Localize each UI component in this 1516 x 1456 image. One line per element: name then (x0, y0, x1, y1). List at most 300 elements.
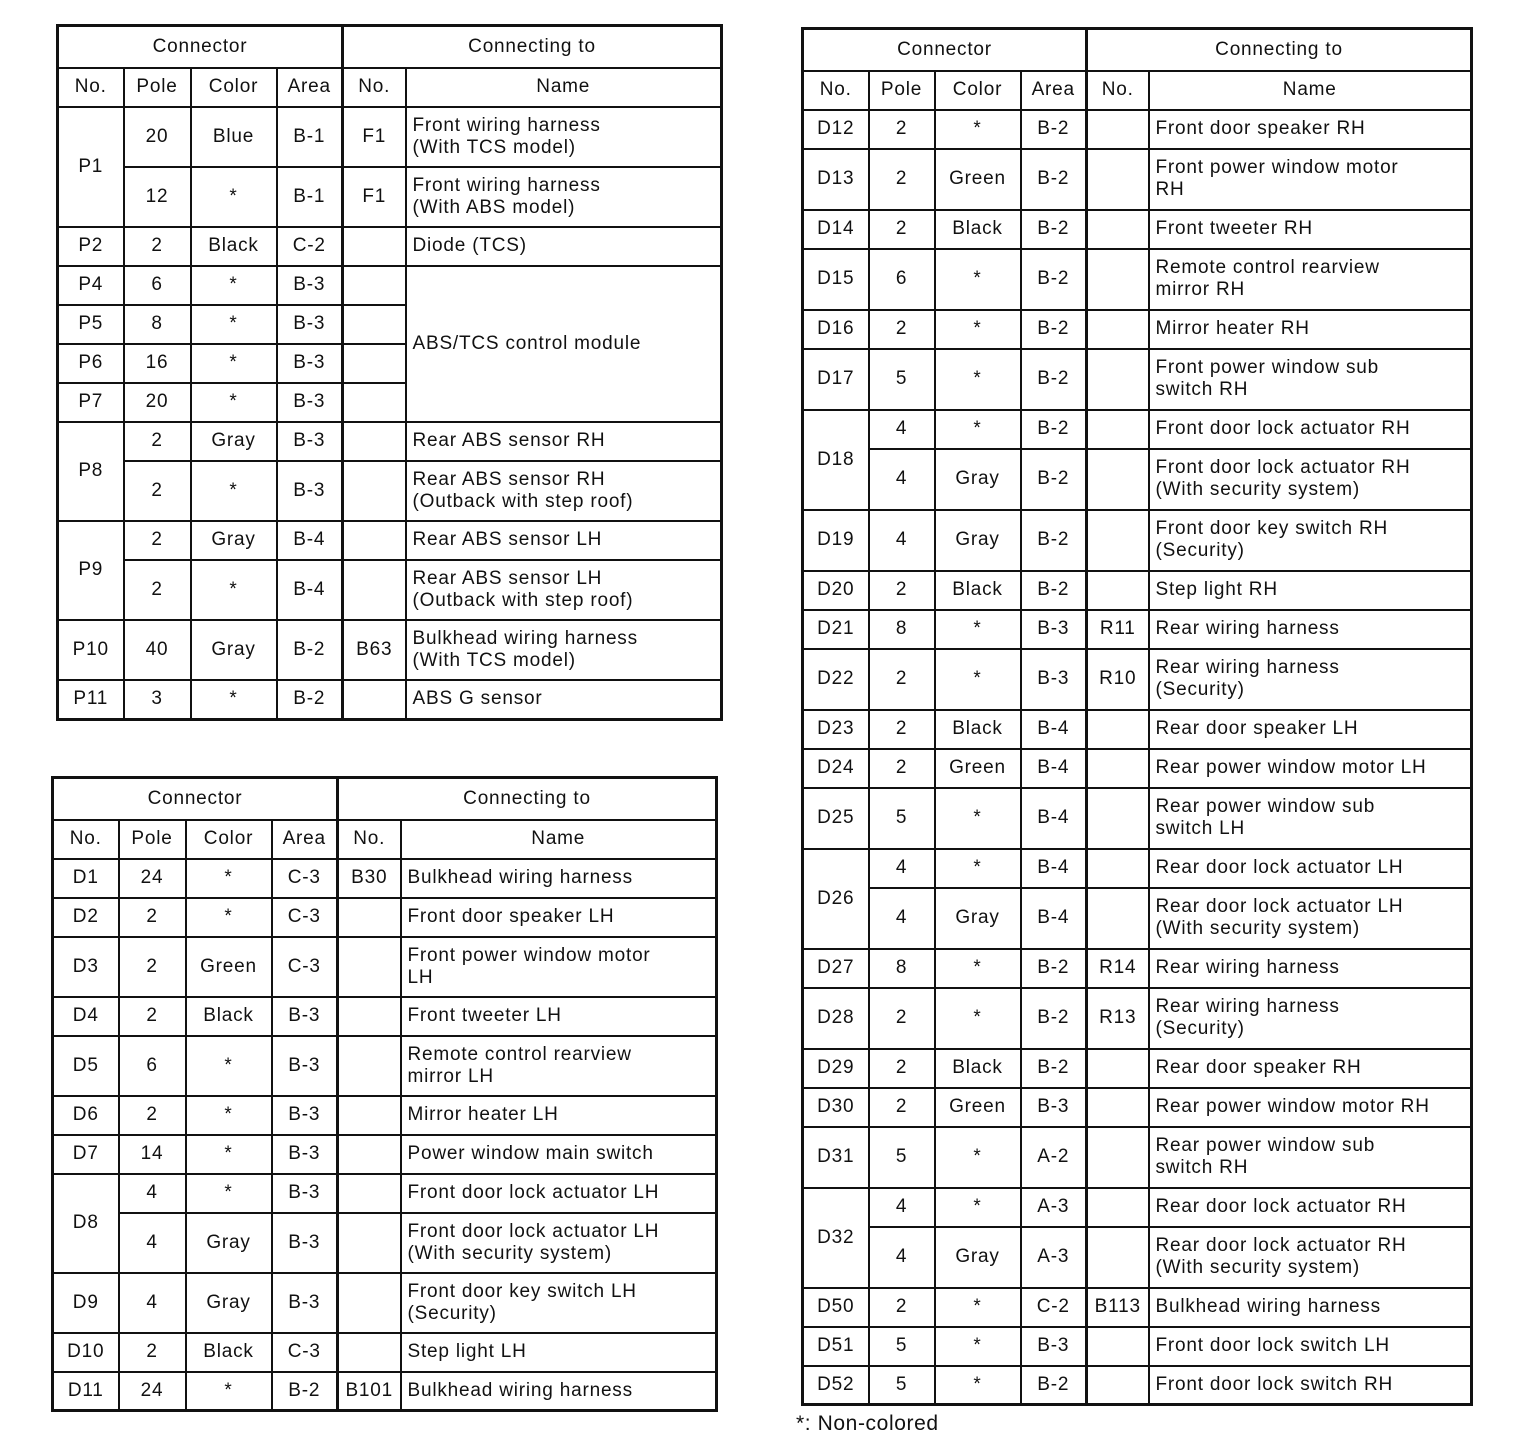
table-row (53, 937, 717, 997)
pole-cell: 2 (869, 110, 935, 149)
connecting-name-cell: Step light RH (1149, 571, 1472, 610)
connecting-no-cell (338, 1036, 401, 1096)
table-row (803, 749, 1472, 788)
area-cell: C-3 (272, 859, 338, 898)
connecting-name-cell: Bulkhead wiring harness (401, 859, 717, 898)
pole-cell: 8 (869, 610, 935, 649)
color-cell: Black (186, 1333, 272, 1372)
connector-no-cell: D21 (803, 610, 869, 649)
color-cell: Black (935, 710, 1021, 749)
pole-cell: 4 (869, 1188, 935, 1227)
table-row (803, 888, 1472, 949)
table-row (803, 510, 1472, 571)
connecting-name-cell: Front door lock actuator LH (With security system) (401, 1213, 717, 1273)
area-cell: A-2 (1021, 1127, 1087, 1188)
name-header: Name (1149, 71, 1472, 110)
table-row (803, 449, 1472, 510)
connecting-name-cell: ABS/TCS control module (406, 266, 722, 422)
table-row (58, 680, 722, 720)
pole-cell: 4 (869, 1227, 935, 1288)
color-cell: Black (935, 1049, 1021, 1088)
to-no-header: No. (343, 68, 406, 107)
connecting-no-cell (343, 383, 406, 422)
connector-no-cell: D50 (803, 1288, 869, 1327)
color-header: Color (186, 820, 272, 859)
connector-header: Connector (803, 29, 1087, 71)
connecting-name-cell: Front tweeter RH (1149, 210, 1472, 249)
area-cell: B-3 (1021, 649, 1087, 710)
connector-no-cell: D16 (803, 310, 869, 349)
no-header: No. (803, 71, 869, 110)
table-row (53, 1135, 717, 1174)
pole-cell: 16 (124, 344, 191, 383)
area-cell: B-2 (1021, 571, 1087, 610)
pole-cell: 8 (124, 305, 191, 344)
table-row (53, 1036, 717, 1096)
area-cell: B-4 (1021, 749, 1087, 788)
color-cell: * (935, 1327, 1021, 1366)
color-cell: * (186, 1135, 272, 1174)
table-row (803, 710, 1472, 749)
connecting-no-cell (1087, 1188, 1149, 1227)
table-row (58, 461, 722, 521)
connecting-no-cell (1087, 310, 1149, 349)
color-cell: * (935, 249, 1021, 310)
area-cell: B-2 (1021, 310, 1087, 349)
pole-cell: 2 (869, 149, 935, 210)
connecting-name-cell: Front door key switch RH (Security) (1149, 510, 1472, 571)
connector-no-cell: D28 (803, 988, 869, 1049)
connector-no-cell: D22 (803, 649, 869, 710)
name-header: Name (406, 68, 722, 107)
color-cell: Black (186, 997, 272, 1036)
pole-cell: 2 (869, 310, 935, 349)
connector-no-cell: D52 (803, 1366, 869, 1405)
connecting-to-header: Connecting to (338, 778, 717, 820)
area-cell: A-3 (1021, 1227, 1087, 1288)
connecting-name-cell: Rear door lock actuator RH (1149, 1188, 1472, 1227)
color-cell: * (186, 1096, 272, 1135)
connecting-no-cell (1087, 410, 1149, 449)
area-cell: B-3 (277, 422, 343, 461)
connecting-name-cell: Diode (TCS) (406, 227, 722, 266)
connecting-no-cell (1087, 249, 1149, 310)
pole-cell: 20 (124, 383, 191, 422)
connecting-no-cell (1087, 110, 1149, 149)
pole-cell: 2 (869, 571, 935, 610)
connector-no-cell: D6 (53, 1096, 119, 1135)
color-cell: * (186, 859, 272, 898)
connecting-no-cell (338, 898, 401, 937)
connecting-name-cell: Rear wiring harness (Security) (1149, 649, 1472, 710)
connecting-no-cell (343, 344, 406, 383)
area-cell: C-2 (277, 227, 343, 266)
pole-cell: 2 (119, 1096, 186, 1135)
area-cell: C-3 (272, 937, 338, 997)
connecting-name-cell: Remote control rearview mirror LH (401, 1036, 717, 1096)
connecting-name-cell: Front door lock actuator RH (1149, 410, 1472, 449)
connecting-no-cell (338, 1333, 401, 1372)
area-cell: B-2 (1021, 210, 1087, 249)
color-cell: * (935, 110, 1021, 149)
table-row (803, 649, 1472, 710)
connecting-name-cell: Rear power window sub switch LH (1149, 788, 1472, 849)
area-cell: B-3 (272, 1174, 338, 1213)
connector-table-p (56, 24, 723, 721)
connecting-no-cell (343, 227, 406, 266)
pole-header: Pole (119, 820, 186, 859)
area-cell: B-4 (277, 560, 343, 620)
pole-cell: 6 (869, 249, 935, 310)
connector-no-cell: D4 (53, 997, 119, 1036)
area-cell: B-3 (277, 383, 343, 422)
connecting-name-cell: Front tweeter LH (401, 997, 717, 1036)
pole-cell: 2 (869, 710, 935, 749)
color-cell: * (191, 560, 277, 620)
table-row (803, 1366, 1472, 1405)
pole-cell: 2 (869, 988, 935, 1049)
color-cell: * (186, 1174, 272, 1213)
connecting-name-cell: Bulkhead wiring harness (401, 1372, 717, 1411)
connecting-no-cell (338, 937, 401, 997)
connecting-no-cell: R10 (1087, 649, 1149, 710)
pole-cell: 2 (124, 560, 191, 620)
connecting-no-cell (338, 997, 401, 1036)
connecting-no-cell (338, 1174, 401, 1213)
color-cell: Green (935, 749, 1021, 788)
color-cell: Green (935, 149, 1021, 210)
pole-cell: 3 (124, 680, 191, 720)
connecting-no-cell (343, 461, 406, 521)
connecting-name-cell: Rear ABS sensor LH (406, 521, 722, 560)
area-cell: B-4 (1021, 710, 1087, 749)
connector-no-cell: D29 (803, 1049, 869, 1088)
no-header: No. (53, 820, 119, 859)
connector-no-cell: D30 (803, 1088, 869, 1127)
connector-no-cell: D13 (803, 149, 869, 210)
pole-cell: 40 (124, 620, 191, 680)
color-cell: Gray (186, 1273, 272, 1333)
color-header: Color (935, 71, 1021, 110)
color-cell: * (191, 167, 277, 227)
area-cell: B-3 (272, 1036, 338, 1096)
pole-cell: 2 (869, 649, 935, 710)
connector-no-cell: P4 (58, 266, 124, 305)
table-row (803, 949, 1472, 988)
connecting-no-cell (1087, 571, 1149, 610)
connecting-name-cell: Rear wiring harness (1149, 610, 1472, 649)
connector-no-cell: D2 (53, 898, 119, 937)
connecting-no-cell (1087, 788, 1149, 849)
connecting-no-cell (1087, 888, 1149, 949)
color-cell: * (935, 788, 1021, 849)
area-header: Area (272, 820, 338, 859)
connecting-name-cell: Rear wiring harness (1149, 949, 1472, 988)
area-cell: B-4 (1021, 849, 1087, 888)
connecting-no-cell (1087, 749, 1149, 788)
connecting-no-cell (338, 1096, 401, 1135)
connector-no-cell: D27 (803, 949, 869, 988)
color-cell: Gray (935, 1227, 1021, 1288)
pole-header: Pole (869, 71, 935, 110)
table-row (58, 620, 722, 680)
connector-no-cell: D24 (803, 749, 869, 788)
connecting-name-cell: Rear power window motor LH (1149, 749, 1472, 788)
connector-header: Connector (53, 778, 338, 820)
table-row (803, 149, 1472, 210)
to-no-header: No. (338, 820, 401, 859)
table-row (803, 1049, 1472, 1088)
area-cell: B-3 (272, 1135, 338, 1174)
connecting-name-cell: Rear door lock actuator RH (With security system) (1149, 1227, 1472, 1288)
table-row (803, 210, 1472, 249)
pole-cell: 8 (869, 949, 935, 988)
connector-no-cell: D5 (53, 1036, 119, 1096)
connector-no-cell: D14 (803, 210, 869, 249)
color-cell: * (191, 344, 277, 383)
connecting-no-cell (343, 422, 406, 461)
area-cell: B-3 (272, 1273, 338, 1333)
connecting-no-cell: B30 (338, 859, 401, 898)
color-cell: Gray (935, 510, 1021, 571)
connecting-name-cell: Rear door lock actuator LH (1149, 849, 1472, 888)
connector-no-cell: D1 (53, 859, 119, 898)
pole-cell: 5 (869, 1127, 935, 1188)
name-header: Name (401, 820, 717, 859)
connecting-name-cell: Rear door speaker RH (1149, 1049, 1472, 1088)
connecting-name-cell: Front door lock switch LH (1149, 1327, 1472, 1366)
table-row (803, 1088, 1472, 1127)
connector-table-d-right (801, 27, 1473, 1406)
area-cell: B-2 (1021, 1049, 1087, 1088)
connecting-no-cell: B63 (343, 620, 406, 680)
color-cell: * (191, 461, 277, 521)
connector-no-cell: D20 (803, 571, 869, 610)
table-row (803, 1188, 1472, 1227)
pole-cell: 4 (119, 1174, 186, 1213)
connector-no-cell: D31 (803, 1127, 869, 1188)
pole-cell: 4 (119, 1213, 186, 1273)
color-cell: * (186, 1372, 272, 1411)
pole-cell: 12 (124, 167, 191, 227)
color-cell: * (935, 849, 1021, 888)
table-row (803, 410, 1472, 449)
table-row (803, 849, 1472, 888)
table-row (53, 1273, 717, 1333)
pole-cell: 6 (124, 266, 191, 305)
color-cell: * (935, 949, 1021, 988)
connecting-no-cell (1087, 210, 1149, 249)
pole-cell: 4 (869, 510, 935, 571)
area-cell: B-2 (1021, 510, 1087, 571)
connecting-no-cell (1087, 149, 1149, 210)
color-cell: * (935, 410, 1021, 449)
area-cell: B-3 (277, 305, 343, 344)
area-cell: B-2 (277, 680, 343, 720)
connector-no-cell: P1 (58, 107, 124, 227)
table-row (58, 560, 722, 620)
connecting-name-cell: Front door lock switch RH (1149, 1366, 1472, 1405)
table-row (53, 1333, 717, 1372)
color-cell: Gray (191, 422, 277, 461)
connector-no-cell: P11 (58, 680, 124, 720)
table-row (803, 1288, 1472, 1327)
area-header: Area (277, 68, 343, 107)
pole-cell: 14 (119, 1135, 186, 1174)
connector-no-cell: D23 (803, 710, 869, 749)
connector-no-cell: D11 (53, 1372, 119, 1411)
area-cell: C-3 (272, 898, 338, 937)
connector-no-cell: P7 (58, 383, 124, 422)
connecting-name-cell: Front power window motor RH (1149, 149, 1472, 210)
connector-no-cell: D10 (53, 1333, 119, 1372)
table-row (58, 422, 722, 461)
color-cell: * (935, 649, 1021, 710)
pole-cell: 4 (119, 1273, 186, 1333)
footnote-non-colored: *: Non-colored (796, 1412, 939, 1435)
connecting-name-cell: Rear door lock actuator LH (With security system) (1149, 888, 1472, 949)
color-cell: * (935, 1288, 1021, 1327)
pole-cell: 2 (869, 1049, 935, 1088)
connecting-name-cell: Rear wiring harness (Security) (1149, 988, 1472, 1049)
pole-cell: 4 (869, 888, 935, 949)
color-cell: Gray (191, 620, 277, 680)
area-cell: B-3 (277, 461, 343, 521)
color-cell: * (935, 349, 1021, 410)
connecting-no-cell (343, 266, 406, 305)
area-header: Area (1021, 71, 1087, 110)
connecting-name-cell: Step light LH (401, 1333, 717, 1372)
table-row (803, 349, 1472, 410)
pole-cell: 2 (869, 1088, 935, 1127)
pole-cell: 4 (869, 849, 935, 888)
area-cell: B-2 (272, 1372, 338, 1411)
pole-cell: 2 (119, 898, 186, 937)
connecting-no-cell (338, 1273, 401, 1333)
connecting-no-cell (1087, 510, 1149, 571)
area-cell: B-1 (277, 167, 343, 227)
area-cell: B-3 (277, 266, 343, 305)
area-cell: B-2 (277, 620, 343, 680)
area-cell: A-3 (1021, 1188, 1087, 1227)
color-cell: Blue (191, 107, 277, 167)
connecting-name-cell: Front wiring harness (With TCS model) (406, 107, 722, 167)
color-header: Color (191, 68, 277, 107)
connector-no-cell: P2 (58, 227, 124, 266)
connecting-name-cell: Remote control rearview mirror RH (1149, 249, 1472, 310)
table-row (58, 521, 722, 560)
area-cell: B-2 (1021, 988, 1087, 1049)
connector-no-cell: D17 (803, 349, 869, 410)
area-cell: B-3 (1021, 1088, 1087, 1127)
area-cell: B-2 (1021, 410, 1087, 449)
connector-no-cell: D18 (803, 410, 869, 510)
table-row (53, 1096, 717, 1135)
color-cell: Black (935, 571, 1021, 610)
connector-no-cell: P5 (58, 305, 124, 344)
connecting-name-cell: Front door key switch LH (Security) (401, 1273, 717, 1333)
connecting-name-cell: Rear power window motor RH (1149, 1088, 1472, 1127)
color-cell: * (935, 310, 1021, 349)
connector-no-cell: D9 (53, 1273, 119, 1333)
area-cell: B-4 (1021, 788, 1087, 849)
connecting-no-cell (1087, 1327, 1149, 1366)
connecting-name-cell: Bulkhead wiring harness (1149, 1288, 1472, 1327)
table-row (803, 610, 1472, 649)
table-row (803, 988, 1472, 1049)
area-cell: B-4 (277, 521, 343, 560)
table-row (53, 997, 717, 1036)
connecting-no-cell: B101 (338, 1372, 401, 1411)
pole-cell: 2 (869, 210, 935, 249)
connecting-no-cell (343, 521, 406, 560)
connecting-name-cell: Mirror heater RH (1149, 310, 1472, 349)
connecting-name-cell: Bulkhead wiring harness (With TCS model) (406, 620, 722, 680)
table-row (53, 1372, 717, 1411)
pole-cell: 2 (119, 1333, 186, 1372)
table-row (803, 788, 1472, 849)
pole-cell: 5 (869, 1327, 935, 1366)
pole-cell: 6 (119, 1036, 186, 1096)
color-cell: * (935, 988, 1021, 1049)
pole-cell: 4 (869, 449, 935, 510)
table-row (58, 266, 722, 305)
connector-no-cell: D25 (803, 788, 869, 849)
area-cell: B-3 (1021, 610, 1087, 649)
area-cell: B-2 (1021, 149, 1087, 210)
connector-header: Connector (58, 26, 343, 68)
color-cell: Black (191, 227, 277, 266)
pole-header: Pole (124, 68, 191, 107)
color-cell: Gray (186, 1213, 272, 1273)
area-cell: B-1 (277, 107, 343, 167)
connecting-no-cell (343, 560, 406, 620)
connecting-no-cell (1087, 849, 1149, 888)
connecting-name-cell: ABS G sensor (406, 680, 722, 720)
area-cell: B-2 (1021, 110, 1087, 149)
connecting-no-cell (1087, 1127, 1149, 1188)
color-cell: * (191, 680, 277, 720)
connecting-no-cell (1087, 449, 1149, 510)
connector-no-cell: D15 (803, 249, 869, 310)
connecting-no-cell (1087, 1049, 1149, 1088)
table-row (803, 1127, 1472, 1188)
pole-cell: 5 (869, 1366, 935, 1405)
color-cell: * (186, 1036, 272, 1096)
pole-cell: 2 (124, 461, 191, 521)
table-row (53, 1174, 717, 1213)
connecting-name-cell: Rear ABS sensor RH (Outback with step roof) (406, 461, 722, 521)
area-cell: B-3 (1021, 1327, 1087, 1366)
to-no-header: No. (1087, 71, 1149, 110)
connecting-name-cell: Front door speaker RH (1149, 110, 1472, 149)
table-row (53, 898, 717, 937)
area-cell: B-3 (272, 1213, 338, 1273)
color-cell: * (191, 266, 277, 305)
connecting-no-cell (343, 680, 406, 720)
area-cell: B-3 (272, 997, 338, 1036)
pole-cell: 2 (869, 1288, 935, 1327)
connecting-no-cell (1087, 1366, 1149, 1405)
connecting-no-cell (1087, 1088, 1149, 1127)
pole-cell: 2 (124, 227, 191, 266)
connector-no-cell: P10 (58, 620, 124, 680)
table-row (803, 310, 1472, 349)
color-cell: * (935, 1188, 1021, 1227)
table-row (803, 110, 1472, 149)
connecting-name-cell: Rear power window sub switch RH (1149, 1127, 1472, 1188)
pole-cell: 2 (119, 937, 186, 997)
